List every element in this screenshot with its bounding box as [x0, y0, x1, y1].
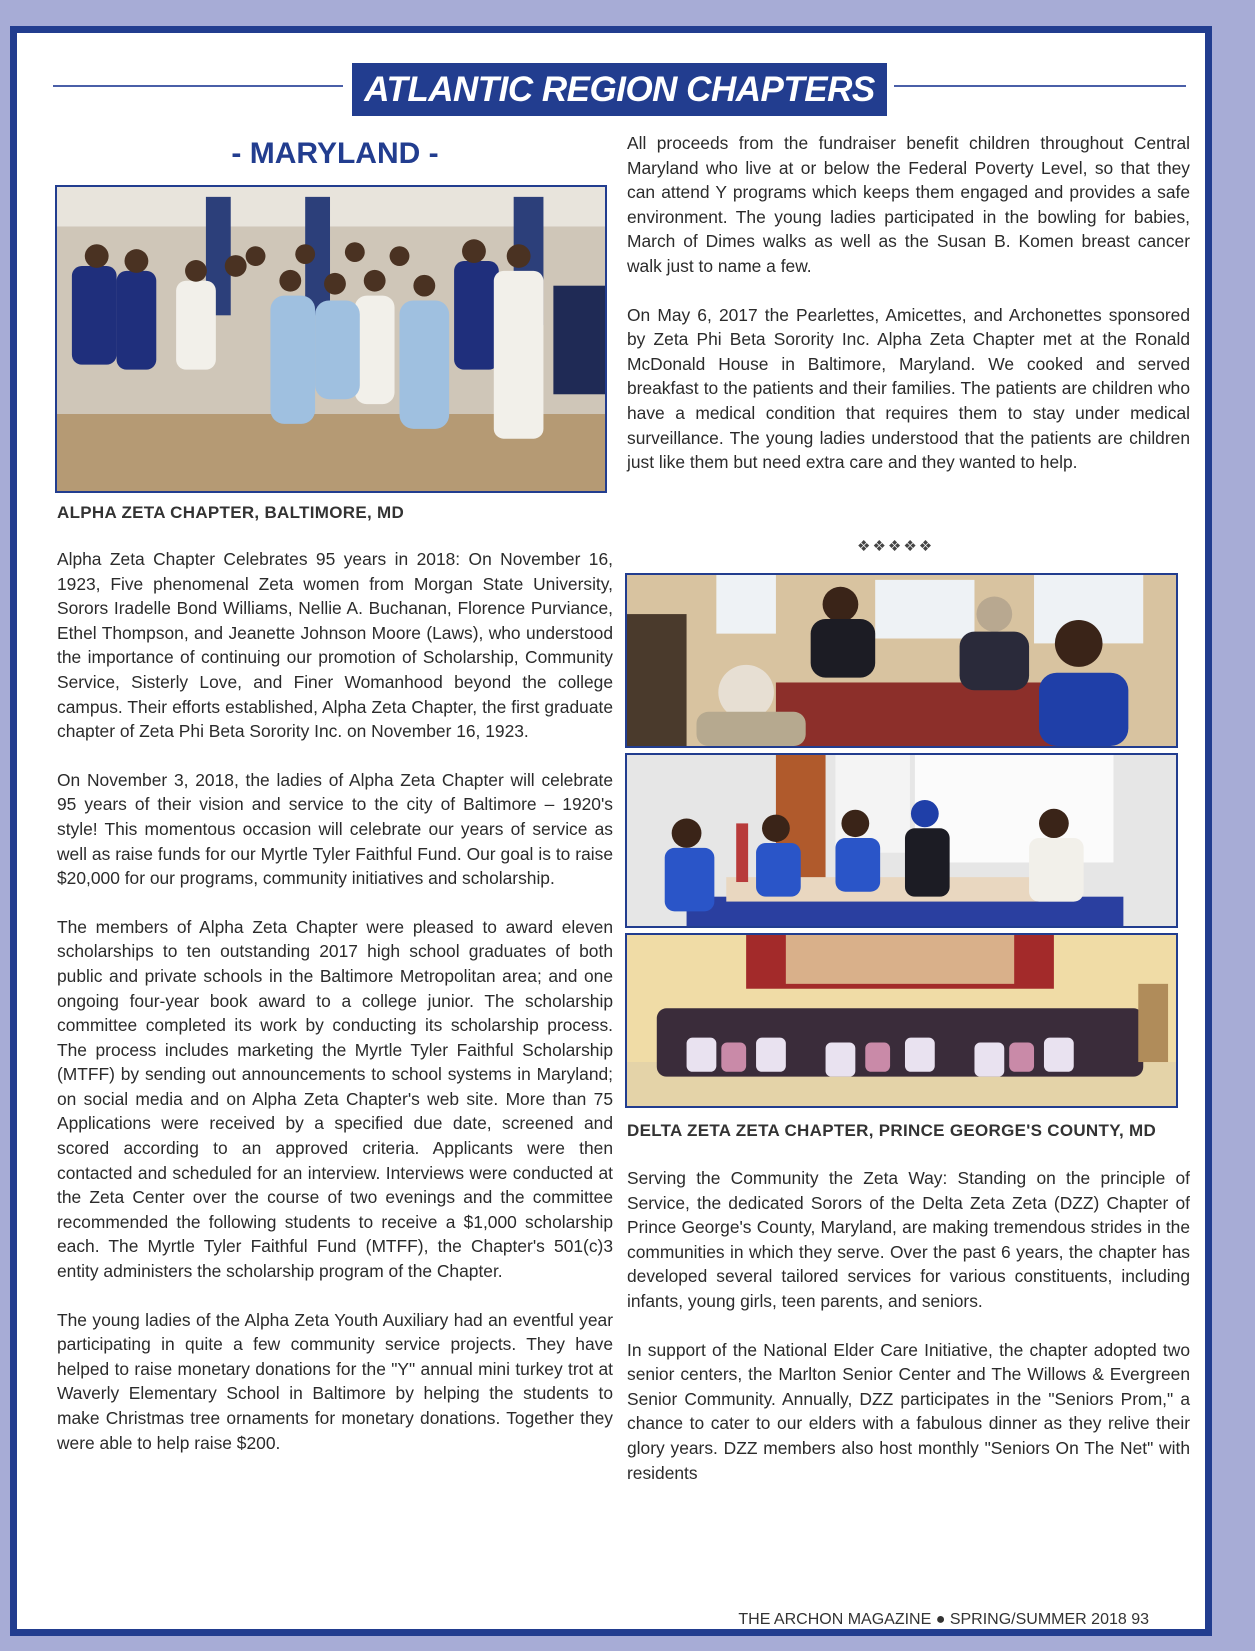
magazine-page: [10, 26, 1212, 1636]
section-separator: ❖❖❖❖❖: [857, 538, 935, 555]
delta-zeta-zeta-paragraph-1: Serving the Community the Zeta Way: Standing on the principle of Service, the dedicated Sorors of the Delta Zeta Zeta (DZZ) Chapter of Prince George's County, Maryland, are making tremendous strides in the communities in which they serve. Over the past 6 years, the chapter has developed several tailored services for various constituents, including infants, young girls, teen parents, and seniors.: [627, 1168, 1190, 1311]
alpha-zeta-paragraph-3: The members of Alpha Zeta Chapter were pleased to award eleven scholarships to ten outstanding 2017 high school graduates of both public and private schools in the Baltimore Metropolitan area; and one ongoing four-year book award to a college junior. The scholarship committee completed its work by conducting its scholarship process. The process includes marketing the Myrtle Tyler Faithful Scholarship (MTFF) by sending out announcements to school systems in Maryland; on social media and on Alpha Zeta Chapter's web site. More than 75 Applications were received by a specified due date, screened and scored according to an approved criteria. Applicants were then contacted and scheduled for an interview. Interviews were conducted at the Zeta Center over the course of two evenings and the committee recommended the following students to receive a $1,000 scholarship each. The Myrtle Tyler Faithful Fund (MTFF), the Chapter's 501(c)3 entity administers the scholarship program of the Chapter.: [57, 916, 613, 1282]
fundraiser-paragraph: All proceeds from the fundraiser benefit children throughout Central Maryland who live at or below the Federal Poverty Level, so that they can attend Y programs which keeps them engaged and provides a safe environment. The young ladies participated in the bowling for babies, March of Dimes walks as well as the Susan B. Komen breast cancer walk just to name a few.: [627, 133, 1190, 276]
header-rule-left: [53, 85, 343, 87]
region-title: - MARYLAND -: [231, 137, 439, 170]
supply-drive-photo: [625, 753, 1178, 928]
ronald-mcdonald-paragraph: On May 6, 2017 the Pearlettes, Amicettes, and Archonettes sponsored by Zeta Phi Beta Sorority Inc. Alpha Zeta Chapter met at the Ronald McDonald House in Baltimore, Maryland. We cooked and served breakfast to the patients and their families. The patients are children who have a medical condition that requires them to stay under medical surveillance. The young ladies understood that the patients are children just like them but need extra care and they wanted to help.: [627, 304, 1190, 473]
right-column-bottom: [627, 1166, 1190, 1509]
section-banner: ATLANTIC REGION CHAPTERS: [352, 63, 887, 116]
alpha-zeta-paragraph-4: The young ladies of the Alpha Zeta Youth Auxiliary had an eventful year participating in quite a few community service projects. They have helped to raise monetary donations for the "Y" annual mini turkey trot at Waverly Elementary School in Baltimore by helping the students to make Christmas tree ornaments for monetary donations. Together they were able to help raise $200.: [57, 1309, 613, 1453]
header-rule-right: [894, 85, 1186, 87]
left-column: [57, 547, 613, 1479]
alpha-zeta-paragraph-2: On November 3, 2018, the ladies of Alpha Zeta Chapter will celebrate 95 years of their vision and service to the city of Baltimore – 1920's style! This momentous occasion will celebrate our years of service as well as raise funds for our Myrtle Tyler Faithful Fund. Our goal is to raise $20,000 for our programs, community initiatives and scholarship.: [57, 769, 613, 889]
delta-zeta-zeta-heading: DELTA ZETA ZETA CHAPTER, PRINCE GEORGE'S COUNTY, MD: [627, 1121, 1157, 1140]
alpha-zeta-heading: ALPHA ZETA CHAPTER, BALTIMORE, MD: [57, 503, 405, 522]
seniors-dinner-photo: [625, 573, 1178, 748]
seniors-prom-group-photo: [625, 933, 1178, 1108]
group-photo: [55, 185, 607, 493]
delta-zeta-zeta-paragraph-2: In support of the National Elder Care Initiative, the chapter adopted two senior centers, the Marlton Senior Center and The Willows & Evergreen Senior Community. Annually, DZZ participates in the "Seniors Prom," a chance to cater to our elders with a fabulous dinner as they relive their glory years. DZZ members also host monthly "Seniors On The Net" with residents: [627, 1339, 1190, 1483]
page-footer: THE ARCHON MAGAZINE ● SPRING/SUMMER 2018 93: [738, 1611, 1149, 1628]
alpha-zeta-paragraph-1: Alpha Zeta Chapter Celebrates 95 years in 2018: On November 16, 1923, Five phenomenal Zeta women from Morgan State University, Sorors Iradelle Bond Williams, Nellie A. Buchanan, Florence Purviance, Ethel Thompson, and Jeanette Johnson Moore (Laws), who understood the importance of continuing our promotion of Scholarship, Community Service, Sisterly Love, and Finer Womanhood beyond the college campus. Their efforts established, Alpha Zeta Chapter, the first graduate chapter of Zeta Phi Beta Sorority Inc. on November 16, 1923.: [57, 549, 613, 742]
right-column-top: [627, 131, 1190, 499]
